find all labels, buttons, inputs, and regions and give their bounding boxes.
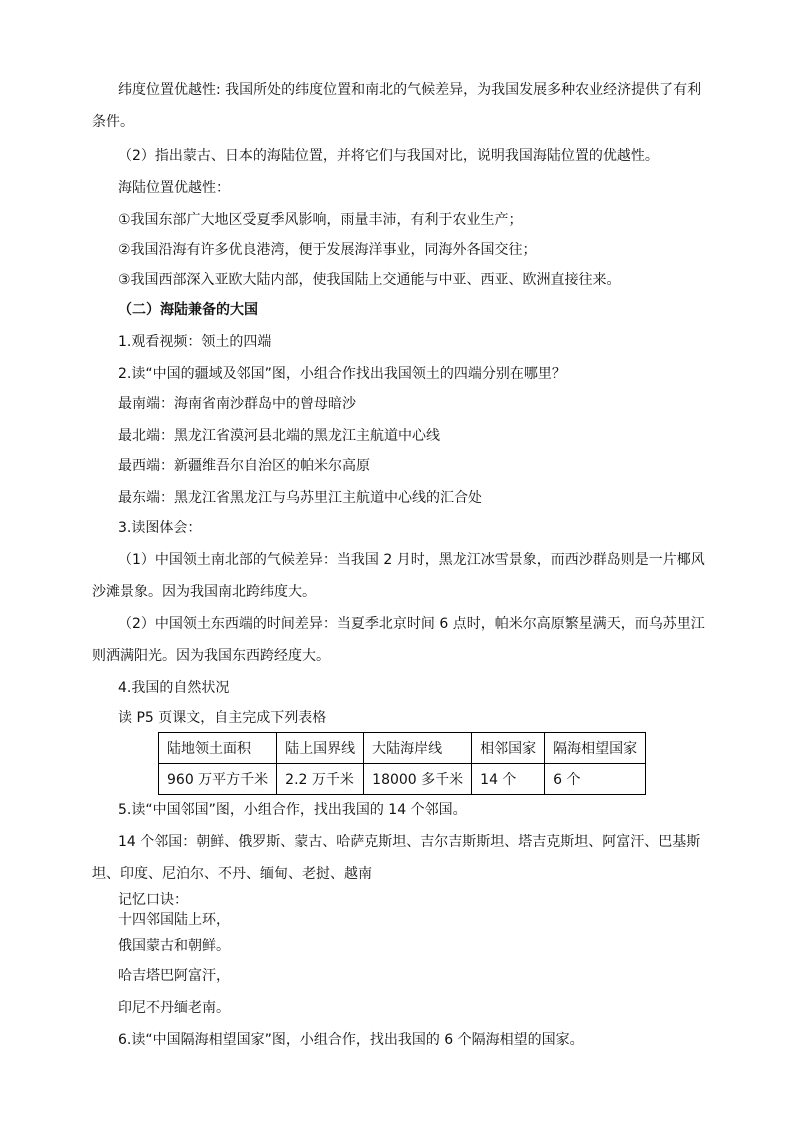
- sea-land-advantage-heading: 海陆位置优越性：: [118, 180, 230, 196]
- climate-difference-text: （1）中国领土南北部的气候差异：当我国 2 月时，黑龙江冰雪景象，而西沙群岛则是一片椰风: [118, 552, 705, 568]
- latitude-advantage-text-cont: 条件。: [92, 114, 134, 130]
- advantage-item-3: ③我国西部深入亚欧大陆内部，使我国陆上交通能与中亚、西亚、欧洲直接往来。: [118, 272, 621, 288]
- table-row: [159, 764, 646, 795]
- table-header-cell: 陆上国界线: [277, 733, 364, 764]
- table-cell: 6 个: [545, 764, 646, 795]
- table-cell: 960 万平方千米: [159, 764, 277, 795]
- table-header-cell: 陆地领土面积: [159, 733, 277, 764]
- table-cell: 18000 多千米: [364, 764, 472, 795]
- latitude-advantage-text: 纬度位置优越性: 我国所处的纬度位置和南北的气候差异，为我国发展多种农业经济提供了有利: [118, 82, 702, 98]
- item-1-text: 1.观看视频：领土的四端: [118, 334, 272, 350]
- item-2-text: 2.读“中国的疆域及邻国”图，小组合作找出我国领土的四端分别在哪里？: [118, 366, 566, 382]
- natural-conditions-table: [158, 732, 646, 795]
- table-header-cell: 大陆海岸线: [364, 733, 472, 764]
- neighbors-list: 14 个邻国：朝鲜、俄罗斯、蒙古、哈萨克斯坦、吉尔吉斯斯坦、塔吉克斯坦、阿富汗、巴基斯: [118, 834, 701, 850]
- mnemonic-heading: 记忆口诀：: [118, 892, 188, 908]
- table-cell: 2.2 万千米: [277, 764, 364, 795]
- question-2-text: （2）指出蒙古、日本的海陆位置，并将它们与我国对比，说明我国海陆位置的优越性。: [118, 148, 659, 164]
- time-difference-text: （2）中国领土东西端的时间差异：当夏季北京时间 6 点时，帕米尔高原繁星满天，而乌苏里江: [118, 616, 705, 632]
- advantage-item-1: ①我国东部广大地区受夏季风影响，雨量丰沛，有利于农业生产；: [118, 212, 523, 228]
- table-instruction: 读 P5 页课文，自主完成下列表格: [118, 710, 327, 726]
- section-heading: （二）海陆兼备的大国: [118, 302, 258, 318]
- item-4-text: 4.我国的自然状况: [118, 680, 230, 696]
- item-3-text: 3.读图体会：: [118, 520, 202, 536]
- neighbors-list-cont: 坦、印度、尼泊尔、不丹、缅甸、老挝、越南: [92, 866, 372, 882]
- table-header-cell: 相邻国家: [472, 733, 545, 764]
- southernmost-point: 最南端：海南省南沙群岛中的曾母暗沙: [118, 396, 356, 412]
- mnemonic-line-2: 俄国蒙古和朝鲜。: [118, 938, 230, 954]
- item-6-text: 6.读“中国隔海相望国家”图，小组合作，找出我国的 6 个隔海相望的国家。: [118, 1032, 584, 1048]
- westernmost-point: 最西端：新疆维吾尔自治区的帕米尔高原: [118, 458, 370, 474]
- advantage-item-2: ②我国沿海有许多优良港湾，便于发展海洋事业，同海外各国交往；: [118, 242, 537, 258]
- table-header-row: [159, 733, 646, 764]
- mnemonic-line-4: 印尼不丹缅老南。: [118, 1000, 230, 1016]
- mnemonic-line-1: 十四邻国陆上环，: [118, 912, 230, 928]
- climate-difference-text-cont: 沙滩景象。因为我国南北跨纬度大。: [92, 584, 316, 600]
- time-difference-text-cont: 则洒满阳光。因为我国东西跨经度大。: [92, 648, 330, 664]
- table-cell: 14 个: [472, 764, 545, 795]
- northernmost-point: 最北端：黑龙江省漠河县北端的黑龙江主航道中心线: [118, 428, 440, 444]
- item-5-text: 5.读“中国邻国”图，小组合作，找出我国的 14 个邻国。: [118, 802, 467, 818]
- easternmost-point: 最东端：黑龙江省黑龙江与乌苏里江主航道中心线的汇合处: [118, 490, 482, 506]
- mnemonic-line-3: 哈吉塔巴阿富汗，: [118, 968, 230, 984]
- table-header-cell: 隔海相望国家: [545, 733, 646, 764]
